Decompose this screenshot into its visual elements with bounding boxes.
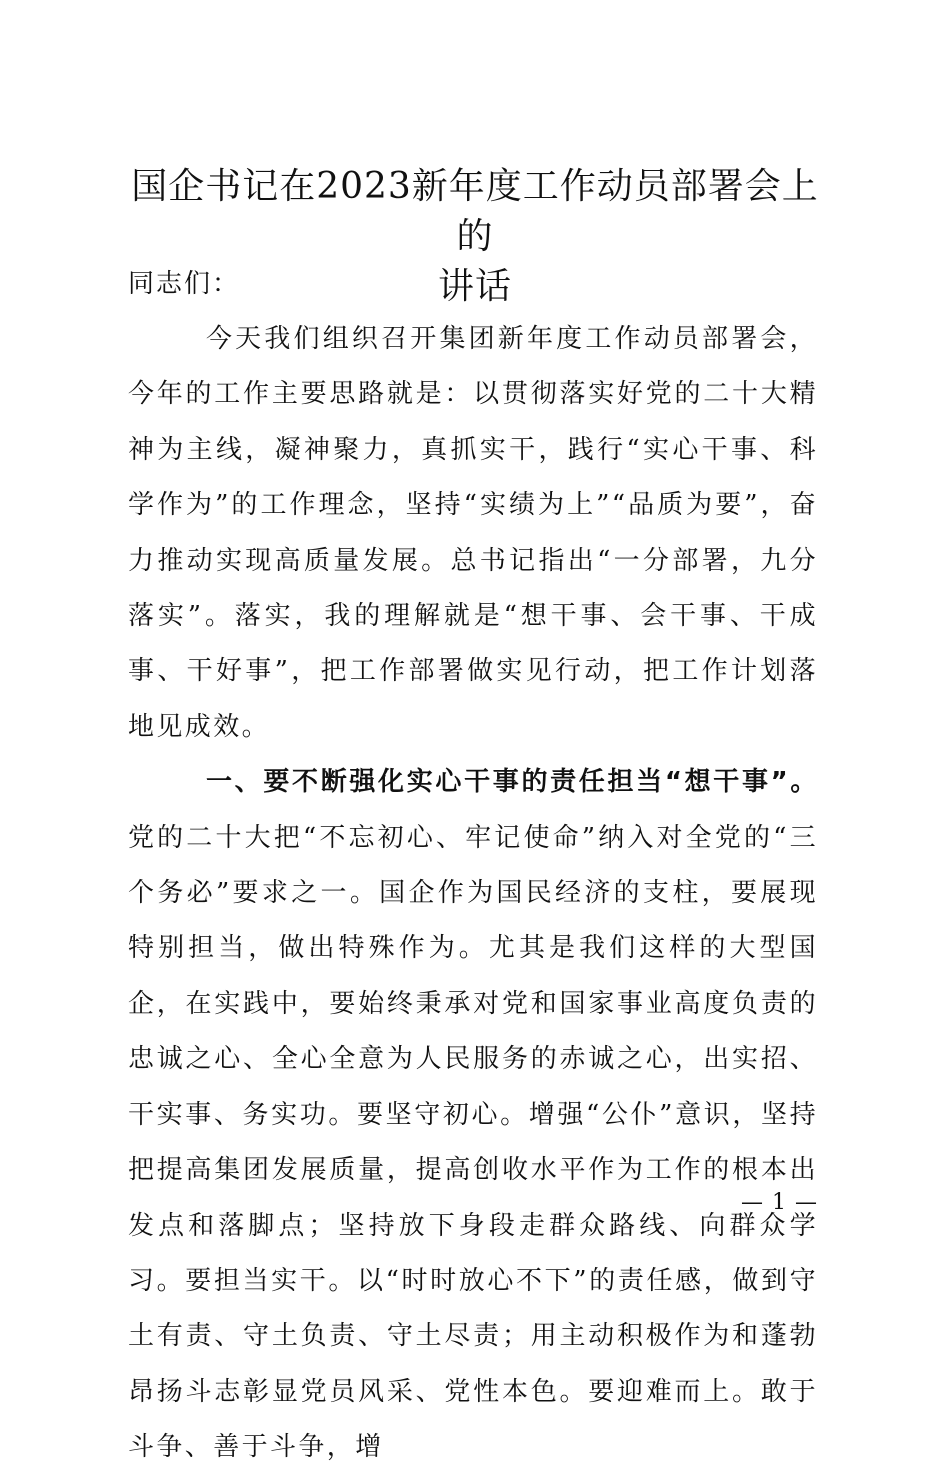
salutation: 同志们： [128,269,241,299]
section-1-heading: 一、要不断强化实心干事的责任担当“想干事”。 [206,767,818,798]
page-number: — 1 — [741,1190,818,1215]
section-1-text: 党的二十大把“不忘初心、牢记使命”纳入对全党的“三个务必”要求之一。国企作为国民经济的支柱，要展现特别担当，做出特殊作为。尤其是我们这样的大型国企，在实践中，要始终秉承对党和国家事业高度负责的忠诚之心、全心全意为人民服务的赤诚之心，出实招、干实事、务实功。要坚守初心。增强“公仆”意识，坚持把提高集团发展质量，提高创收水平作为工作的根本出发点和落脚点；坚持放下身段走群众路线、向群众学习。要担当实干。以“时时放心不下”的责任感，做到守土有责、守土负责、守土尽责；用主动积极作为和蓬勃昂扬斗志彰显党员风采、党性本色。要迎难而上。敢于斗争、善于斗争，增 [128,822,818,1463]
title-line-1: 国企书记在2023新年度工作动员部署会上的 [131,166,819,257]
document-body [128,312,818,1476]
title-line-2: 讲话 [437,266,512,307]
paragraph-intro: 今天我们组织召开集团新年度工作动员部署会，今年的工作主要思路就是：以贯彻落实好党的二十大精神为主线，凝神聚力，真抓实干，践行“实心干事、科学作为”的工作理念，坚持“实绩为上”“品质为要”，奋力推动实现高质量发展。总书记指出“一分部署，九分落实”。落实，我的理解就是“想干事、会干事、干成事、干好事”，把工作部署做实见行动，把工作计划落地见成效。 [128,324,818,742]
paragraph-section-1 [128,755,818,1475]
